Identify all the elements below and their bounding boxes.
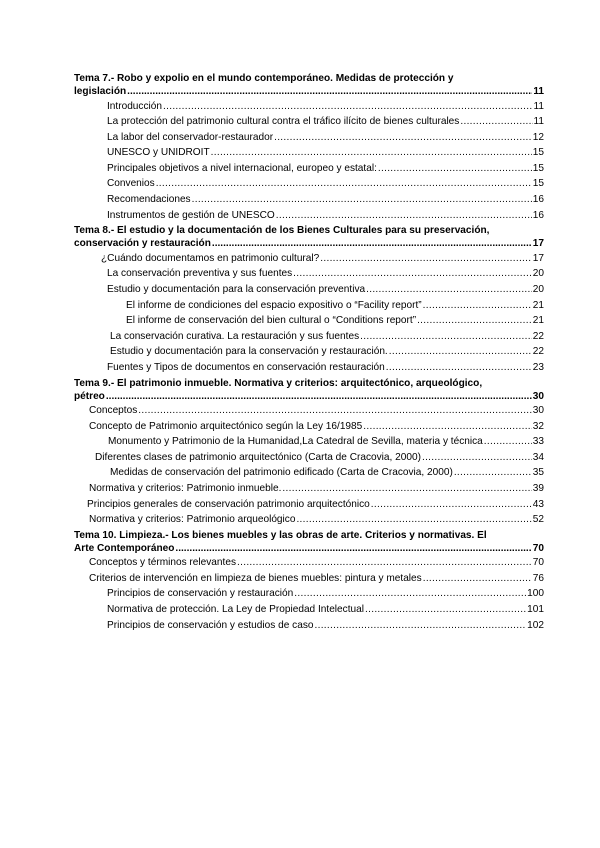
page-number: 21 — [532, 299, 544, 311]
toc-item-label: Normativa y criterios: Patrimonio arqueológico — [89, 514, 296, 526]
toc-item-label: Introducción — [107, 100, 162, 112]
toc-item[interactable] — [74, 497, 544, 513]
page-number: 33 — [532, 436, 544, 448]
leader-dots — [127, 85, 532, 99]
page-number: 100 — [527, 588, 544, 600]
page-number: 76 — [532, 572, 544, 584]
toc-item-label: El informe de conservación del bien cultural o “Conditions report” — [126, 315, 417, 327]
toc-heading-title-cont: Arte Contemporáneo — [74, 542, 175, 554]
toc-item-label: Recomendaciones — [107, 194, 191, 206]
toc-item-label: La labor del conservador-restaurador — [107, 131, 274, 143]
toc-item-label: Concepto de Patrimonio arquitectónico según la Ley 16/1985 — [89, 420, 363, 432]
leader-dots — [417, 313, 532, 329]
page-number: 16 — [532, 209, 544, 221]
leader-dots — [320, 251, 532, 267]
page-number: 70 — [532, 557, 544, 569]
toc-item-label: Instrumentos de gestión de UNESCO — [107, 209, 275, 221]
toc-item-label: Medidas de conservación del patrimonio edificado (Carta de Cracovia, 2000) — [110, 467, 453, 479]
toc-item[interactable] — [74, 602, 544, 618]
toc-item[interactable] — [74, 192, 544, 208]
leader-dots — [423, 298, 532, 314]
leader-dots — [192, 192, 532, 208]
toc-item-label: Fuentes y Tipos de documentos en conservación restauración — [107, 361, 385, 373]
leader-dots — [366, 282, 532, 298]
toc-item-label: Conceptos y términos relevantes — [89, 557, 236, 569]
leader-dots — [211, 145, 532, 161]
toc-heading-title-cont: legislación — [74, 86, 127, 97]
toc-item-label: UNESCO y UNIDROIT — [107, 147, 210, 159]
leader-dots — [422, 450, 532, 466]
page-number: 11 — [533, 100, 544, 112]
page-number: 20 — [532, 268, 544, 280]
page-number: 35 — [532, 467, 544, 479]
leader-dots — [274, 130, 532, 146]
page-number: 11 — [533, 86, 544, 97]
leader-dots — [371, 497, 532, 513]
page-number: 30 — [532, 405, 544, 416]
page-number: 101 — [527, 604, 544, 616]
page-number: 20 — [532, 283, 544, 295]
toc-item[interactable] — [74, 176, 544, 192]
leader-dots — [423, 571, 532, 587]
leader-dots — [106, 390, 532, 404]
toc-heading-title-cont: pétreo — [74, 390, 105, 402]
toc-item-label: La protección del patrimonio cultural contra el tráfico ilícito de bienes culturales — [107, 116, 460, 128]
leader-dots — [276, 208, 532, 224]
page-number: 23 — [532, 361, 544, 373]
toc-item-label: Diferentes clases de patrimonio arquitectónico (Carta de Cracovia, 2000) — [95, 451, 421, 463]
toc-item-label: Principios generales de conservación patrimonio arquitectónico — [87, 498, 370, 510]
toc-item-label: Criterios de intervención en limpieza de bienes muebles: pintura y metales — [89, 572, 422, 584]
toc-item[interactable] — [74, 481, 544, 497]
toc-item-label: Principios de conservación y estudios de caso — [107, 619, 314, 631]
toc-item[interactable] — [74, 282, 544, 298]
leader-dots — [360, 329, 532, 345]
page-number: 102 — [527, 619, 544, 631]
toc-heading-title: Tema 7.- Robo y expolio en el mundo contemporáneo. Medidas de protección y — [74, 73, 454, 84]
toc-item[interactable] — [74, 329, 544, 345]
toc-item[interactable] — [74, 208, 544, 224]
page-number: 17 — [532, 238, 544, 250]
toc-item-label: El informe de condiciones del espacio expositivo o “Facility report” — [126, 299, 422, 311]
toc-item[interactable] — [74, 161, 544, 177]
toc-item-label: Principios de conservación y restauración — [107, 588, 294, 600]
leader-dots — [363, 419, 531, 435]
page-number: 15 — [532, 178, 544, 190]
page-number: 43 — [532, 498, 544, 510]
toc-item-label: La conservación preventiva y sus fuentes — [107, 268, 293, 280]
toc-heading-tema-9[interactable] — [74, 377, 544, 404]
page-number: 22 — [532, 346, 544, 358]
toc-item[interactable] — [74, 130, 544, 146]
toc-item-label: Estudio y documentación para la conservación preventiva — [107, 283, 366, 295]
toc-item-label: Conceptos — [89, 405, 138, 416]
toc-item[interactable] — [74, 618, 544, 634]
leader-dots — [212, 237, 532, 251]
toc-item[interactable] — [74, 434, 544, 450]
leader-dots — [163, 99, 533, 115]
toc-heading-title: Tema 9.- El patrimonio inmueble. Normativa y criterios: arquitectónico, arqueológico, — [74, 377, 483, 389]
page-number: 30 — [532, 390, 544, 402]
page-number: 16 — [532, 194, 544, 206]
toc-item[interactable] — [74, 266, 544, 282]
leader-dots — [237, 555, 532, 571]
toc-heading-title: Tema 8.- El estudio y la documentación de los Bienes Culturales para su preservación, — [74, 225, 490, 237]
toc-heading-title: Tema 10. Limpieza.- Los bienes muebles y las obras de arte. Criterios y normativas. El — [74, 529, 487, 541]
page-number: 17 — [532, 252, 544, 264]
toc-item-label: Normativa y criterios: Patrimonio inmueble. — [89, 482, 282, 494]
leader-dots — [175, 542, 531, 556]
page-number: 39 — [532, 482, 544, 494]
leader-dots — [314, 618, 526, 634]
toc-item[interactable] — [74, 251, 544, 267]
toc-heading-tema-7[interactable] — [74, 72, 544, 99]
toc-item[interactable] — [74, 145, 544, 161]
toc-item-label: Monumento y Patrimonio de la Humanidad,La Catedral de Sevilla, materia y técnica — [108, 436, 483, 448]
page-number: 21 — [532, 315, 544, 327]
leader-dots — [365, 602, 526, 618]
leader-dots — [386, 360, 532, 376]
leader-dots — [138, 403, 532, 419]
page-number: 22 — [532, 330, 544, 342]
leader-dots — [389, 344, 532, 360]
toc-item[interactable] — [74, 419, 544, 435]
toc-item[interactable] — [74, 555, 544, 571]
toc-item-label: Estudio y documentación para la conservación y restauración. — [110, 346, 388, 358]
toc-item[interactable] — [74, 571, 544, 587]
toc-item-label: ¿Cuándo documentamos en patrimonio cultural? — [101, 252, 320, 264]
page-number: 12 — [532, 131, 544, 143]
page-number: 34 — [532, 451, 544, 463]
leader-dots — [294, 586, 526, 602]
page-number: 32 — [532, 420, 544, 432]
page-number: 11 — [533, 116, 544, 128]
page-number: 15 — [532, 147, 544, 159]
toc-heading-tema-10[interactable] — [74, 529, 544, 556]
toc-item[interactable] — [74, 298, 544, 314]
toc-heading-title-cont: conservación y restauración — [74, 238, 211, 250]
toc-item[interactable] — [74, 313, 544, 329]
page-number: 70 — [532, 542, 544, 554]
toc-item[interactable] — [74, 586, 544, 602]
toc-item[interactable] — [74, 360, 544, 376]
leader-dots — [484, 434, 532, 450]
toc-item-label: Convenios — [107, 178, 155, 190]
leader-dots — [378, 161, 532, 177]
toc-item[interactable] — [74, 403, 544, 419]
page-number: 52 — [532, 514, 544, 526]
toc-item[interactable] — [74, 99, 544, 115]
table-of-contents — [74, 71, 544, 633]
leader-dots — [293, 266, 532, 282]
page-number: 15 — [532, 162, 544, 174]
leader-dots — [460, 114, 532, 130]
toc-item[interactable] — [74, 450, 544, 466]
leader-dots — [282, 481, 531, 497]
leader-dots — [156, 176, 532, 192]
toc-heading-tema-8[interactable] — [74, 224, 544, 251]
toc-item-label: La conservación curativa. La restauración y sus fuentes — [110, 330, 360, 342]
toc-item[interactable] — [74, 512, 544, 528]
leader-dots — [454, 465, 532, 481]
leader-dots — [296, 512, 531, 528]
toc-item-label: Principales objetivos a nivel internacional, europeo y estatal: — [107, 162, 377, 174]
toc-item[interactable] — [74, 344, 544, 360]
toc-item[interactable] — [74, 465, 544, 481]
toc-item-label: Normativa de protección. La Ley de Propiedad Intelectual — [107, 604, 364, 616]
toc-item[interactable] — [74, 114, 544, 130]
